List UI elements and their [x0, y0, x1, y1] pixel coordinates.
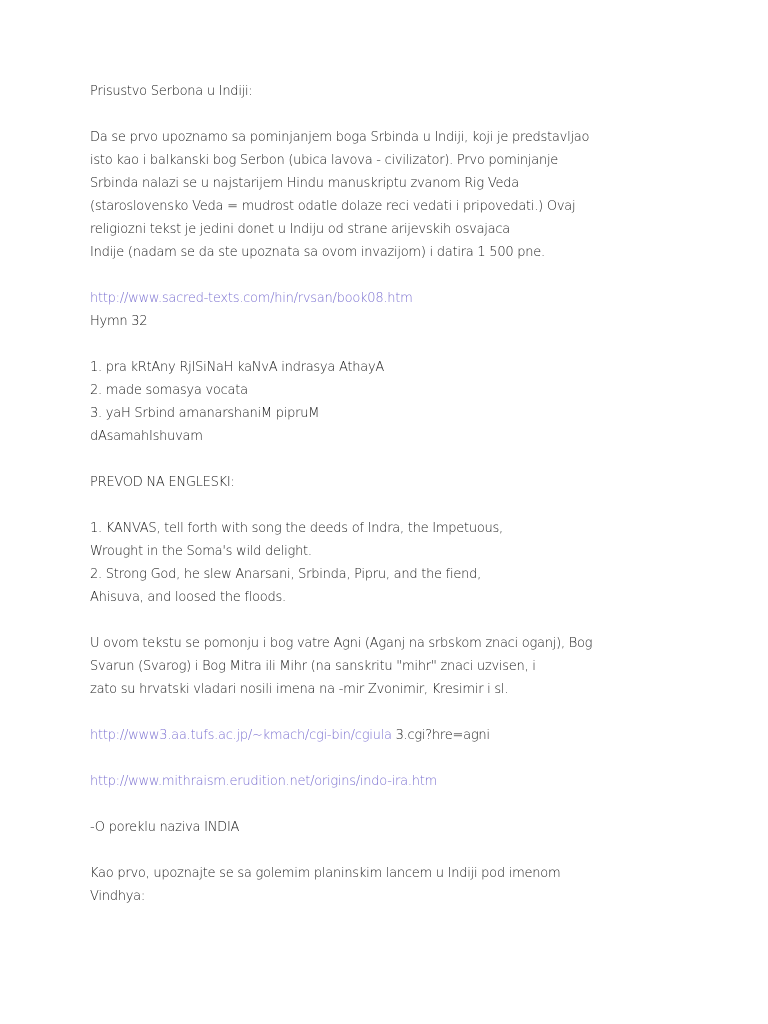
intro-line: Da se prvo upoznamo sa pominjanjem boga Srbinda u Indiji, koji je predstavljao: [90, 130, 590, 145]
mithraism-link[interactable]: http://www.mithraism.erudition.net/origins/indo-ira.htm: [90, 774, 437, 789]
verse-line: 1. pra kRtAny RjISiNaH kaNvA indrasya AthayA: [90, 360, 385, 375]
agni-line: zato su hrvatski vladari nosili imena na -mir Zvonimir, Kresimir i sl.: [90, 682, 509, 697]
mithraism-link-line: [90, 770, 730, 793]
closing-line: Kao prvo, upoznajte se sa golemim planinskim lancem u Indiji pod imenom: [90, 866, 561, 881]
translation-line: 1. KANVAS, tell forth with song the deeds of Indra, the Impetuous,: [90, 521, 503, 536]
closing-line: Vindhya:: [90, 889, 145, 904]
spacer: [90, 103, 730, 126]
agni-line: Svarun (Svarog) i Bog Mitra ili Mihr (na sanskritu "mihr" znaci uzvisen, i: [90, 659, 536, 674]
verse-line: 2. made somasya vocata: [90, 383, 248, 398]
spacer: [90, 448, 730, 471]
translation-line: Ahisuva, and loosed the floods.: [90, 590, 286, 605]
tufs-link[interactable]: http://www3.aa.tufs.ac.jp/~kmach/cgi-bin/cgiula: [90, 728, 392, 743]
sacred-texts-link[interactable]: http://www.sacred-texts.com/hin/rvsan/book08.htm: [90, 291, 413, 306]
spacer: [90, 839, 730, 862]
tufs-link-line: [90, 724, 730, 747]
verse-line: dAsamahIshuvam: [90, 429, 203, 444]
spacer: [90, 747, 730, 770]
intro-line: religiozni tekst je jedini donet u Indiju od strane arijevskih osvajaca: [90, 222, 510, 237]
translation-heading: PREVOD NA ENGLESKI:: [90, 475, 235, 490]
verse-line: 3. yaH Srbind amanarshaniM pipruM: [90, 406, 320, 421]
sacred-texts-link-line: [90, 287, 730, 310]
intro-line: Indije (nadam se da ste upoznata sa ovom invazijom) i datira 1 500 pne.: [90, 245, 545, 260]
spacer: [90, 609, 730, 632]
origin-heading: -O poreklu naziva INDIA: [90, 820, 240, 835]
translation-line: Wrought in the Soma's wild delight.: [90, 544, 312, 559]
spacer: [90, 333, 730, 356]
spacer: [90, 793, 730, 816]
intro-line: (staroslovensko Veda = mudrost odatle dolaze reci vedati i pripovedati.) Ovaj: [90, 199, 576, 214]
hymn-label: Hymn 32: [90, 314, 148, 329]
spacer: [90, 264, 730, 287]
tufs-link-suffix: 3.cgi?hre=agni: [391, 728, 490, 743]
spacer: [90, 701, 730, 724]
section-heading: Prisustvo Serbona u Indiji:: [90, 84, 253, 99]
translation-line: 2. Strong God, he slew Anarsani, Srbinda, Pipru, and the fiend,: [90, 567, 481, 582]
intro-line: Srbinda nalazi se u najstarijem Hindu manuskriptu zvanom Rig Veda: [90, 176, 519, 191]
document-body: [90, 80, 730, 908]
agni-line: U ovom tekstu se pomonju i bog vatre Agni (Aganj na srbskom znaci oganj), Bog: [90, 636, 593, 651]
spacer: [90, 494, 730, 517]
intro-line: isto kao i balkanski bog Serbon (ubica lavova - civilizator). Prvo pominjanje: [90, 153, 559, 168]
